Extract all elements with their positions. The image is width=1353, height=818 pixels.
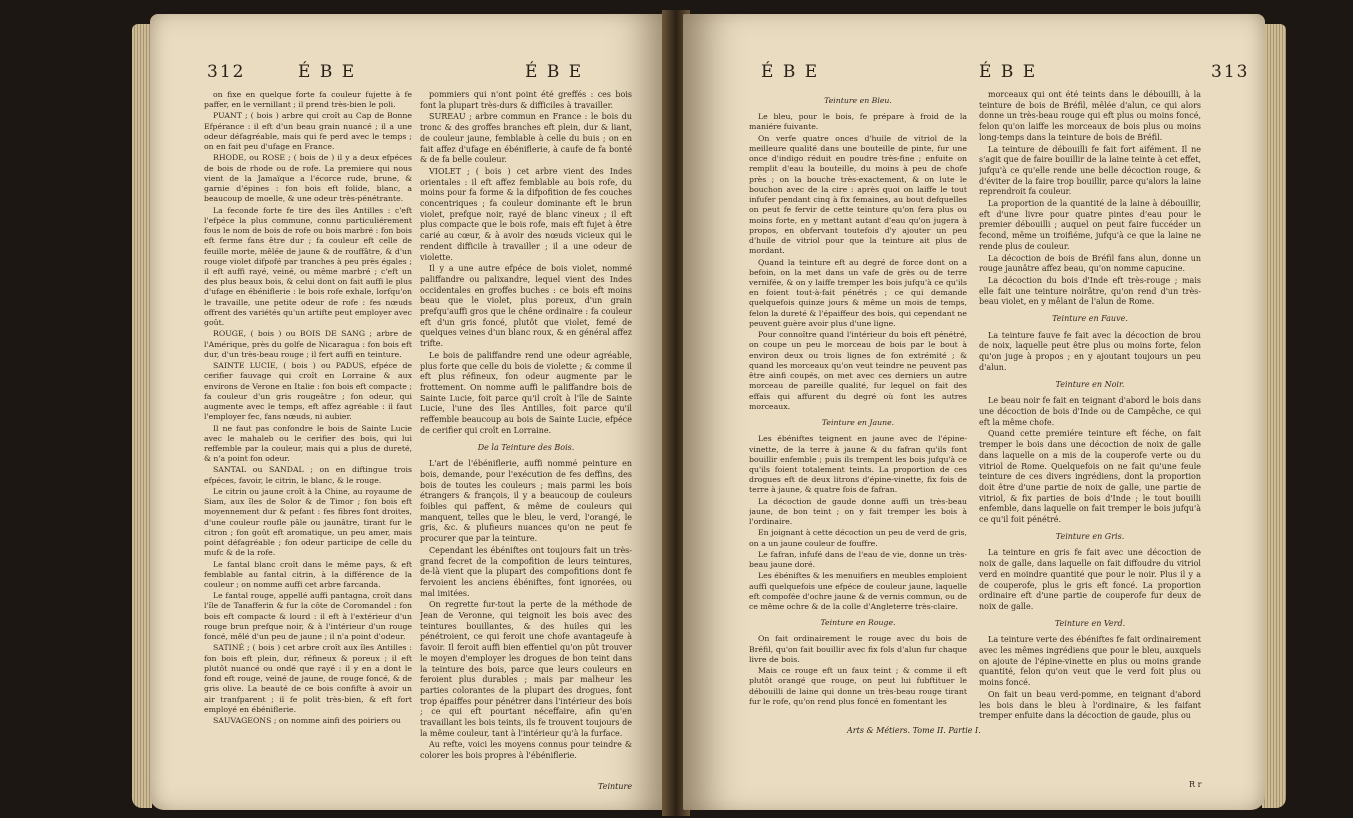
paragraph: SUREAU ; arbre commun en France : le bois du tronc & des groffes branches eft plein, dur & liant, de couleur jaune, femblable à celle du buis ; on en fait affez d'ufage en ébéniflerie, à caufe de fa bonté & de fa belle couleur. xyxy=(420,112,632,165)
paragraph: on fixe en quelque forte fa couleur fujette à fe paffer, en le vernillant ; il prend très-bien le poli. xyxy=(204,90,412,110)
paragraph: Cependant les ébéniftes ont toujours fait un très-grand fecret de la compofition de leurs teintures, de-là vient que la plupart des compofitions dont fe fervoient les anciens ébéniftes, font ignorées, ou mal imitées. xyxy=(420,545,632,598)
paragraph: Il y a une autre efpéce de bois violet, nommé paliffandre ou palixandre, lequel vient des Indes occidentales en groffes buches : ce bois eft moins beau que le violet, plus poreux, d'un grain prefqu'auffi gros que le chêne ordinaire : fa couleur eft d'un gris foncé, plutôt que violet, femé de quelques veines d'un blanc roux, & en général affez trifte. xyxy=(420,264,632,349)
section-heading: Teinture en Gris. xyxy=(1055,531,1125,541)
paragraph: Les ébéniftes teignent en jaune avec de l'épine-vinette, de la terre à jaune & du fafran qu'ils font bouillir enfemble ; puis ils trempent les bois jufqu'à ce qu'ils foient totalement teints. La proportion de ces drogues eft de deux litrons d'épine-vinette, fix fois de terre à jaune, & quatre fois de fafran. xyxy=(749,434,967,495)
paragraph: SAUVAGEONS ; on nomme ainfi des poiriers ou xyxy=(213,716,401,726)
paragraph: pommiers qui n'ont point été greffés : ces bois font la plupart très-durs & difficiles à travailler. xyxy=(420,90,632,110)
left-running-head-1: É B E xyxy=(298,62,357,82)
paragraph: La feconde forte fe tire des îles Antilles : c'eft l'efpéce la plus commune, connu particuliérement fous le nom de bois de rofe ou bois marbré : fon bois eft ferme fans être dur ; fa couleur eft celle de feuille morte, mêlée de jaune & de rouffâtre, & d'un rouge violet difpofé par tranches à peu près égales ; il eft auffi rayé, veiné, ou même marbré ; c'eft un des plus beaux bois, & celui dont on fait auffi le plus d'ufage en ébéniflerie : le bois rofe exhale, lorfqu'on le travaille, une petite odeur de rofe : fes nœuds offrent des variétés qu'un artifte peut employer avec goût. xyxy=(204,205,412,328)
paragraph: Le bois de paliffandre rend une odeur agréable, plus forte que celle du bois de violette ; & comme il eft plus réfineux, fon odeur augmente par le frottement. On nomme auffi le paliffandre bois de Sainte Lucie, foit parce qu'il croît à l'île de Sainte Lucie, l'une des îles Antilles, foit parce qu'il reffemble beaucoup au bois de Sainte Lucie, efpéce de cerifier qui croît en Lorraine. xyxy=(420,350,632,435)
paragraph: Le fafran, infufé dans de l'eau de vie, donne un très-beau jaune doré. xyxy=(749,549,967,570)
paragraph: Le bleu, pour le bois, fe prépare à froid de la maniére fuivante. xyxy=(749,112,967,132)
paragraph: SATINÉ ; ( bois ) cet arbre croît aux îles Antilles : fon bois eft plein, dur, réfineux & poreux ; il eft plutôt nuancé ou ondé que rayé : il y en a dont le fond eft rouge, veiné de jaune, de rouge foncé, & de gris olive. La beauté de ce bois confifte à avoir un air tranfparent ; il fe polit très-bien, & eft fort employé en ébéniflerie. xyxy=(204,643,412,714)
catchword: Teinture xyxy=(598,782,633,791)
right-running-head-1: É B E xyxy=(761,62,820,82)
paragraph: On fait ordinairement le rouge avec du bois de Bréfil, qu'on fait bouillir avec fix fols d'alun fur chaque livre de bois. xyxy=(749,634,967,664)
paragraph: La teinture fauve fe fait avec la décoction de brou de noix, laquelle peut être plus ou moins forte, felon qu'on juge à propos ; en y ajoutant toujours un peu d'alun. xyxy=(979,330,1201,372)
paragraph: On regrette fur-tout la perte de la méthode de Jean de Veronne, qui teignoit les bois avec des teintures bouillantes, & des huiles qui les pénétroient, ce qui feroit une chofe avantageufe à favoir. Il feroit auffi bien effentiel qu'on pût trouver le moyen d'employer les drogues de bon teint dans la teinture des bois, parce que leurs couleurs en feroient plus durables ; mais par malheur les parties colorantes de la plupart des drogues, font trop épaiffes pour pénétrer dans l'intérieur des bois ; ce qui eft pourtant néceffaire, afin qu'en travaillant les bois teints, ils fe trouvent toujours de la même couleur, tant à l'intérieur qu'à la furface. xyxy=(420,600,632,738)
paragraph: La proportion de la quantité de la laine à débouillir, eft d'une livre pour quatre pintes d'eau pour le premier débouilli ; auquel on peut faire fuccéder un fecond, même un troifiéme, jufqu'à ce que la laine ne rende plus de couleur. xyxy=(979,199,1201,251)
right-page-number: 313 xyxy=(1211,62,1250,82)
paragraph: RHODE, ou ROSE ; ( bois de ) il y a deux efpéces de bois de rhode ou de rofe. La premiere qui nous vient de la Jamaïque a l'écorce rude, brune, & garnie d'épines : fon bois eft folide, blanc, a beaucoup de moelle, & une odeur très-pénétrante. xyxy=(204,153,412,204)
section-heading: Teinture en Bleu. xyxy=(824,96,892,105)
right-running-head-2: É B E xyxy=(979,62,1038,82)
right-page xyxy=(683,14,1265,810)
paragraph: Mais ce rouge eft un faux teint ; & comme il eft plutôt orangé que rouge, on peut lui fubftituer le débouilli de laine qui donne un très-beau rouge tirant fur le rofe, qu'on rend plus foncé en fomentant les xyxy=(749,666,967,706)
paragraph: Le citrin ou jaune croît à la Chine, au royaume de Siam, aux îles de Solor & de Timor ; fon bois eft moyennement dur & pefant : fes fibres font droites, d'une couleur roufle pâle ou jaunâtre, tirant fur le citron ; fon goût eft aromatique, un peu amer, mais point défagréable ; fon odeur participe de celle du mufc & de la rofe. xyxy=(204,486,412,558)
paragraph: Le beau noir fe fait en teignant d'abord le bois dans une décoction de bois d'Inde ou de Campêche, ce qui eft la même chofe. xyxy=(979,396,1201,427)
paragraph: Le fantal blanc croît dans le même pays, & eft femblable au fantal citrin, à la différence de la couleur ; on nomme auffi cet arbre farcanda. xyxy=(204,559,412,590)
paragraph: Il ne faut pas confondre le bois de Sainte Lucie avec le mahaleb ou le cerifier des bois, qui lui reffemble par la couleur, mais qui a plus de dureté, & n'a point fon odeur. xyxy=(204,423,412,464)
paragraph: VIOLET ; ( bois ) cet arbre vient des Indes orientales : il eft affez femblable au bois rofe, du moins pour fa forme & la difpofition de fes couches concentriques ; fa couleur dominante eft le brun violet, prefque noir, rayé de blanc vineux ; il eft plus compacte que le bois rofe, mais eft fujet à être carié au cœur, & à avoir des nœuds vicieux qui le rendent difficile à travailler ; il a une odeur de violette. xyxy=(420,166,632,262)
paragraph: La décoction du bois d'Inde eft très-rouge ; mais elle fait une teinture noirâtre, qu'on rend d'un très-beau violet, en y mêlant de l'alun de Rome. xyxy=(979,275,1201,307)
left-column-2 xyxy=(420,90,632,780)
left-running-head-2: É B E xyxy=(525,62,584,82)
paragraph: Quand cette premiére teinture eft féche, on fait tremper le bois dans une décoction de noix de galle dans laquelle on a mis de la couperofe verte ou du vitriol de Rome. Quelquefois on ne fait qu'une feule teinture de ces divers ingrédiens, dont la proportion doit être d'une partie de noix de galle, une partie de vitriol, & fix parties de bois d'Inde ; le tout bouilli enfemble, dans laquelle on fait tremper le bois jufqu'à ce qu'il foit pénétré. xyxy=(979,429,1201,525)
paragraph: ROUGE, ( bois ) ou BOIS DE SANG ; arbre de l'Amérique, près du golfe de Nicaragua : fon bois eft dur, d'un très-beau rouge ; il fert auffi en teinture. xyxy=(204,329,412,359)
section-heading: Teinture en Noir. xyxy=(1055,379,1125,389)
page-footer: Arts & Métiers. Tome II. Partie I. xyxy=(847,726,981,735)
paragraph: SANTAL ou SANDAL ; on en diftingue trois efpéces, favoir, le citrin, le blanc, & le rouge. xyxy=(204,465,412,485)
paragraph: On verfe quatre onces d'huile de vitriol de la meilleure qualité dans une bouteille de pinte, fur une once d'indigo réduit en poudre très-fine ; enfuite on remplit d'eau la bouteille, du moins à peu de chofe près ; on la bouche très-exactement, & on lute le bouchon avec de la cire : après quoi on laiffe le tout infufer pendant cinq à fix femaines, au bout defquelles on peut fe fervir de cette teinture qu'on fera plus ou moins forte, en y mettant autant d'eau qu'on jugera à propos, en obfervant toutefois d'y ajouter un peu d'huile de vitriol pour que la teinture ait plus de mordant. xyxy=(749,133,967,256)
paragraph: morceaux qui ont été teints dans le débouilli, à la teinture de bois de Bréfil, mêlée d'alun, ce qui alors donne un très-beau rouge qui eft plus ou moins foncé, felon qu'on laiffe les morceaux de bois plus ou moins long-temps dans la teinture de bois de Bréfil. xyxy=(979,90,1201,142)
right-column-1 xyxy=(749,90,967,720)
paragraph: On fait un beau verd-pomme, en teignant d'abord les bois dans le bleu à l'ordinaire, & les faifant tremper enfuite dans la décoction de gaude, plus ou xyxy=(979,689,1201,721)
paragraph: Les ébéniftes & les menuifiers en meubles emploient auffi quelquefois une efpéce de couleur jaune, laquelle eft compofée d'ochre jaune & de vernis commun, ou de ce même ochre & de la colle d'Angleterre très-claire. xyxy=(749,571,967,612)
section-heading: De la Teinture des Bois. xyxy=(477,442,575,452)
left-page-number: 312 xyxy=(207,62,246,82)
paragraph: La décoction de bois de Bréfil fans alun, donne un rouge jaunâtre affez beau, qu'on nomme capucine. xyxy=(979,253,1201,274)
page-edges-right xyxy=(1262,24,1286,808)
paragraph: La teinture en gris fe fait avec une décoction de noix de galle, dans laquelle on fait diffoudre du vitriol verd en moindre quantité que pour le noir. Plus il y a de couperofe, plus le gris eft foncé. La proportion ordinaire eft d'une partie de couperofe fur deux de noix de galle. xyxy=(979,548,1201,611)
paragraph: La décoction de gaude donne auffi un très-beau jaune, de bon teint ; on y fait tremper les bois à l'ordinaire. xyxy=(749,496,967,527)
paragraph: La teinture verte des ébéniftes fe fait ordinairement avec les mêmes ingrédiens que pour le bleu, auxquels on ajoute de l'épine-vinette en plus ou moins grande quantité, felon qu'on veut que le verd foit plus ou moins foncé. xyxy=(979,635,1201,688)
right-column-2 xyxy=(979,90,1201,780)
paragraph: Le fantal rouge, appellé auffi pantagna, croît dans l'île de Tanafferin & fur la côte de Coromandel : fon bois eft compacte & lourd : il eft à l'extérieur d'un rouge brun prefque noir, & à l'intérieur d'un rouge foncé, mêlé d'un peu de jaune ; il n'a point d'odeur. xyxy=(204,591,412,642)
left-page xyxy=(150,14,670,810)
section-heading: Teinture en Rouge. xyxy=(820,618,896,628)
paragraph: Pour connoître quand l'intérieur du bois eft pénétré, on coupe un peu le morceau de bois par le bout à environ deux ou trois lignes de fon extrémité ; & quand les morceaux qu'on veut teindre ne peuvent pas être ainfi coupés, on met avec ces derniers un autre morceau de pareille qualité, fur lequel on fait des effais qui affurent du degré où font les autres morceaux. xyxy=(749,330,967,411)
section-heading: Teinture en Verd. xyxy=(1054,618,1126,628)
section-heading: Teinture en Jaune. xyxy=(821,418,895,428)
paragraph: PUANT ; ( bois ) arbre qui croît au Cap de Bonne Efpérance : il eft d'un beau grain nuancé ; il a une odeur défagréable, mais qui fe perd avec le temps ; on en fait peu d'ufage en France. xyxy=(204,111,412,152)
section-heading: Teinture en Fauve. xyxy=(1052,314,1128,324)
signature-mark: R r xyxy=(1189,780,1202,789)
paragraph: En joignant à cette décoction un peu de verd de gris, on a un jaune couleur de fouffre. xyxy=(749,528,967,548)
page-edges-left xyxy=(132,24,152,808)
paragraph: L'art de l'ébéniflerie, auffi nommé peinture en bois, demande, pour l'exécution de fes deffins, des bois de toutes les couleurs ; mais parmi les bois étrangers & françois, il y a beaucoup de couleurs foibles qui paffent, & même de couleurs qui manquent, telles que le bleu, le verd, l'orangé, le gris, &c. & plufieurs nuances qu'on ne peut fe procurer que par la teinture. xyxy=(420,459,632,544)
paragraph: SAINTE LUCIE, ( bois ) ou PADUS, efpéce de cerifier fauvage qui croît en Lorraine & aux environs de Verone en Italie : fon bois eft compacte ; fa couleur d'un gris rougeâtre ; fon odeur, qui augmente avec le temps, eft affez agréable : il faut l'employer fec, fans nœuds, ni aubier. xyxy=(204,361,412,422)
paragraph: Quand la teinture eft au degré de force dont on a befoin, on la met dans un vafe de grès ou de terre vernifée, & on y laiffe tremper les bois jufqu'à ce qu'ils en foient tout-à-fait pénétrés ; ce qui demande quelquefois quinze jours & même un mois de temps, felon la dureté & l'épaiffeur des bois, qui cependant ne peuvent guère avoir plus d'une ligne. xyxy=(749,257,967,328)
left-column-1 xyxy=(204,90,412,780)
paragraph: Au refte, voici les moyens connus pour teindre & colorer les bois propres à l'ébéniflerie. xyxy=(420,740,632,761)
paragraph: La teinture de débouilli fe fait fort aifément. Il ne s'agit que de faire bouillir de la laine teinte à cet effet, jufqu'à ce qu'elle rende une belle décoction rouge, & d'éviter de la faire trop bouillir, parce qu'alors la laine reprendroit fa couleur. xyxy=(979,144,1201,197)
